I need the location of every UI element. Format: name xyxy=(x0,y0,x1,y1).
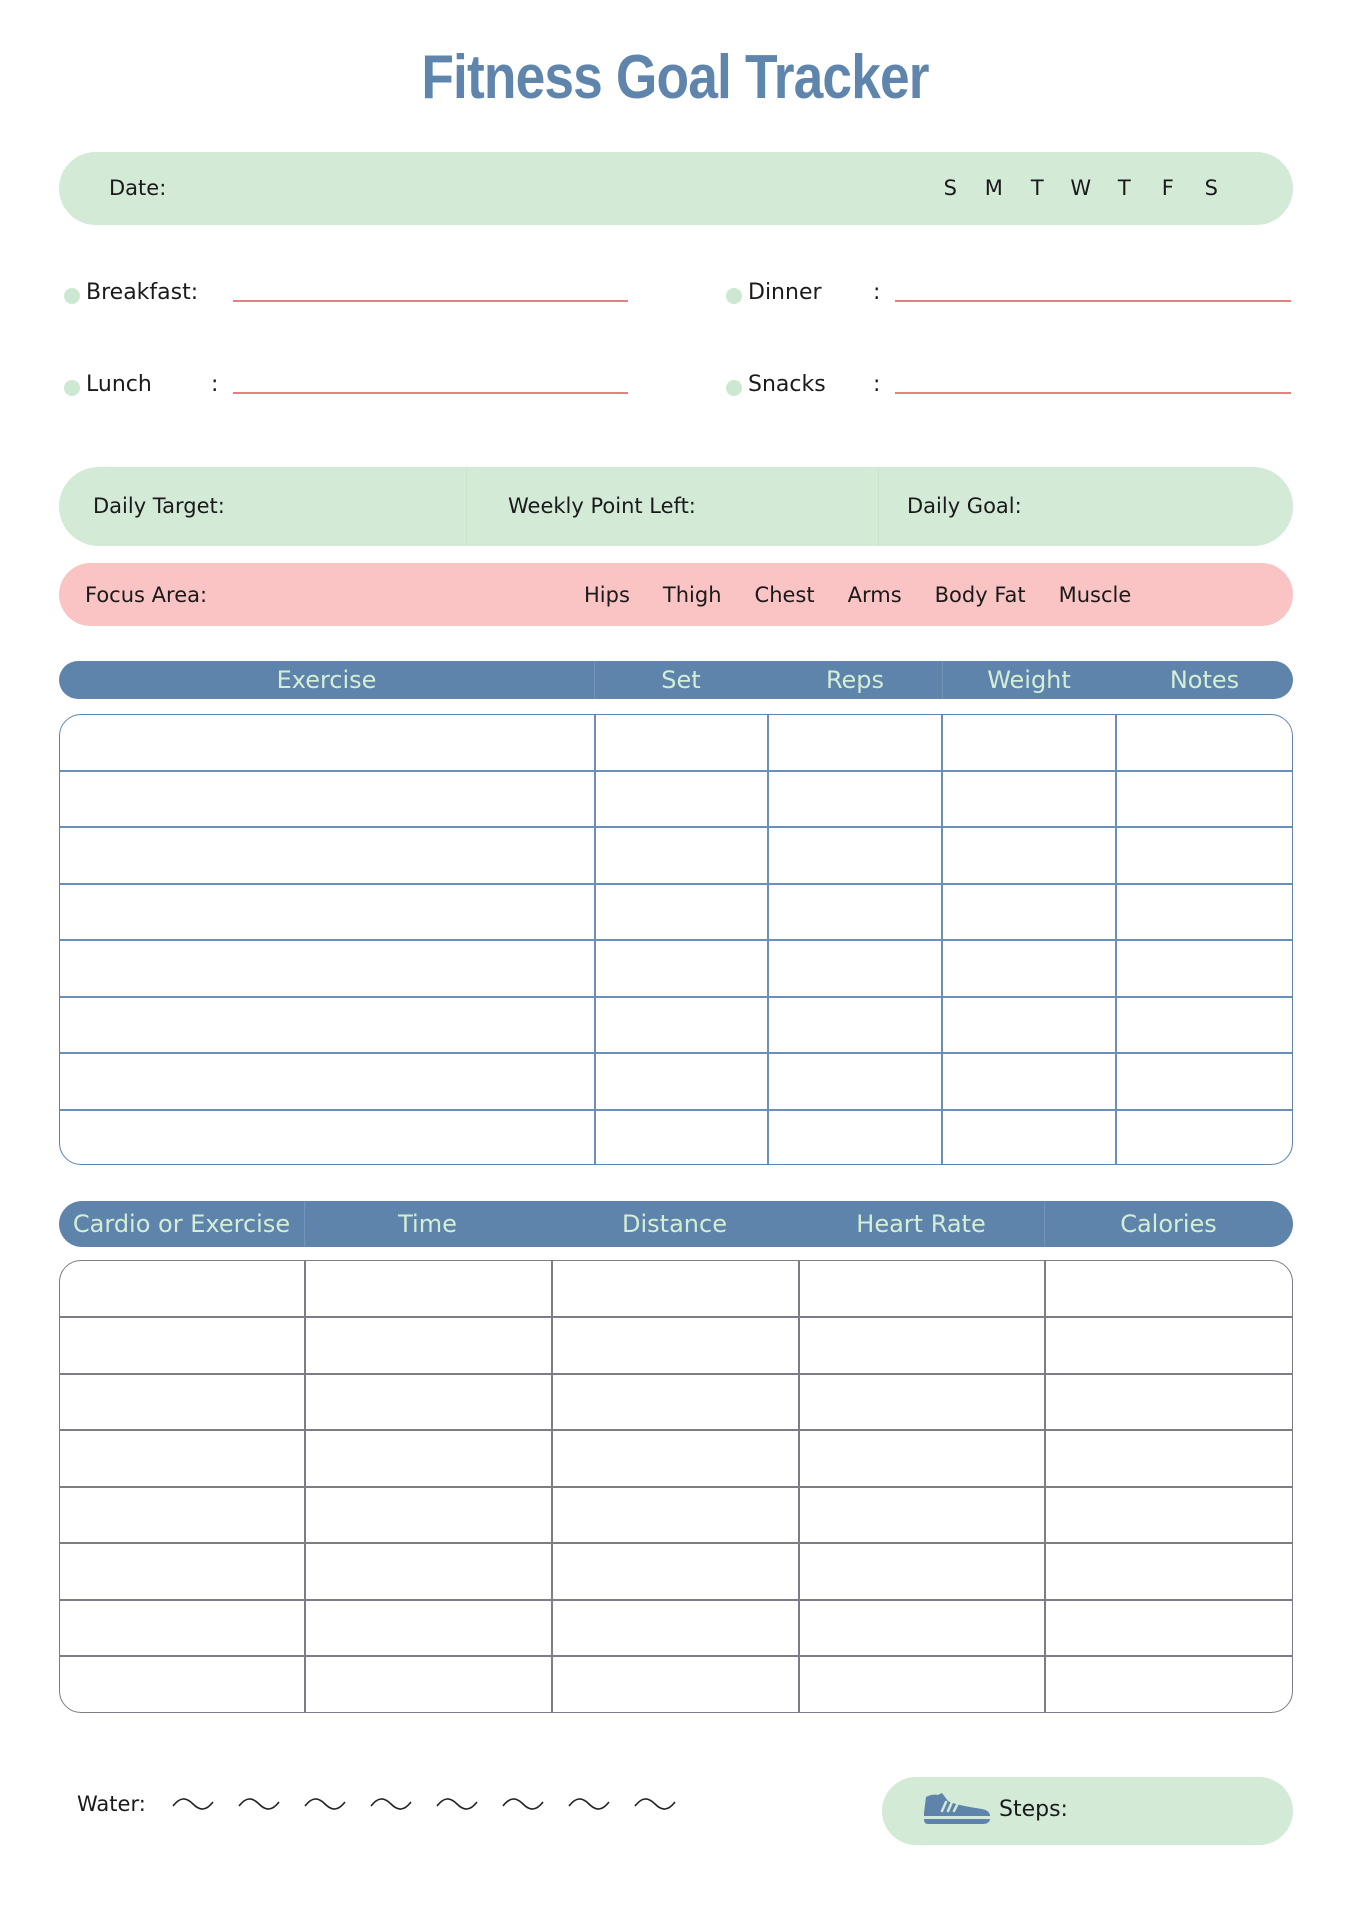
focus-options xyxy=(584,583,1131,607)
divider xyxy=(466,467,467,546)
dinner-colon: : xyxy=(873,280,881,305)
row-divider xyxy=(60,1486,1292,1488)
wave-icon[interactable] xyxy=(236,1794,282,1814)
water-tracker xyxy=(77,1792,698,1816)
meal-breakfast xyxy=(64,280,634,310)
daily-goal-label: Daily Goal: xyxy=(907,494,1022,518)
col-distance: Distance xyxy=(622,1210,727,1238)
dinner-label: Dinner xyxy=(748,280,822,305)
wave-icon[interactable] xyxy=(170,1794,216,1814)
day-sunday[interactable]: S xyxy=(943,176,957,200)
row-divider xyxy=(60,1429,1292,1431)
water-label: Water: xyxy=(77,1792,146,1816)
snacks-label: Snacks xyxy=(748,372,826,397)
steps-label: Steps: xyxy=(999,1797,1068,1822)
shoe-icon xyxy=(920,1791,992,1827)
row-divider xyxy=(60,1109,1292,1111)
bullet-icon xyxy=(726,288,742,304)
row-divider xyxy=(60,939,1292,941)
meal-dinner xyxy=(726,280,1296,310)
row-divider xyxy=(60,1052,1292,1054)
breakfast-label: Breakfast: xyxy=(86,280,199,305)
wave-icon[interactable] xyxy=(302,1794,348,1814)
wave-icon[interactable] xyxy=(368,1794,414,1814)
col-weight: Weight xyxy=(987,666,1071,694)
row-divider xyxy=(60,826,1292,828)
steps-bar xyxy=(882,1777,1293,1845)
breakfast-input-line[interactable] xyxy=(233,300,628,302)
meal-snacks xyxy=(726,372,1296,402)
row-divider xyxy=(60,770,1292,772)
weekly-point-left-label: Weekly Point Left: xyxy=(508,494,696,518)
divider xyxy=(878,467,879,546)
col-time: Time xyxy=(398,1210,457,1238)
focus-option-hips[interactable]: Hips xyxy=(584,583,630,607)
date-label: Date: xyxy=(109,176,167,200)
day-friday[interactable]: F xyxy=(1161,176,1174,200)
cardio-table-header xyxy=(59,1201,1293,1247)
day-saturday[interactable]: S xyxy=(1204,176,1218,200)
bullet-icon xyxy=(726,380,742,396)
cardio-table[interactable] xyxy=(59,1260,1293,1713)
row-divider xyxy=(60,1542,1292,1544)
wave-icon[interactable] xyxy=(632,1794,678,1814)
focus-option-body-fat[interactable]: Body Fat xyxy=(934,583,1026,607)
day-wednesday[interactable]: W xyxy=(1070,176,1092,200)
row-divider xyxy=(60,1316,1292,1318)
col-reps: Reps xyxy=(825,666,885,694)
row-divider xyxy=(60,1373,1292,1375)
day-monday[interactable]: M xyxy=(984,176,1003,200)
col-notes: Notes xyxy=(1169,666,1240,694)
exercise-table[interactable] xyxy=(59,714,1293,1165)
dinner-input-line[interactable] xyxy=(895,300,1291,302)
focus-option-chest[interactable]: Chest xyxy=(754,583,815,607)
lunch-label: Lunch xyxy=(86,372,152,397)
snacks-colon: : xyxy=(873,372,881,397)
focus-option-arms[interactable]: Arms xyxy=(847,583,902,607)
wave-icon[interactable] xyxy=(434,1794,480,1814)
bullet-icon xyxy=(64,380,80,396)
day-tuesday[interactable]: T xyxy=(1030,176,1044,200)
row-divider xyxy=(60,996,1292,998)
focus-area-label: Focus Area: xyxy=(85,583,208,607)
page-title: Fitness Goal Tracker xyxy=(421,43,929,112)
focus-option-muscle[interactable]: Muscle xyxy=(1058,583,1132,607)
col-cardio-or-exercise: Cardio or Exercise xyxy=(72,1210,291,1238)
exercise-table-header xyxy=(59,661,1293,699)
wave-icon[interactable] xyxy=(566,1794,612,1814)
focus-option-thigh[interactable]: Thigh xyxy=(662,583,722,607)
date-bar xyxy=(59,152,1293,225)
lunch-input-line[interactable] xyxy=(233,392,628,394)
wave-icon[interactable] xyxy=(500,1794,546,1814)
snacks-input-line[interactable] xyxy=(895,392,1291,394)
bullet-icon xyxy=(64,288,80,304)
row-divider xyxy=(60,1599,1292,1601)
col-set: Set xyxy=(661,666,701,694)
day-thursday[interactable]: T xyxy=(1117,176,1131,200)
meal-lunch xyxy=(64,372,634,402)
focus-area-bar xyxy=(59,563,1293,626)
col-heart-rate: Heart Rate xyxy=(856,1210,986,1238)
lunch-colon: : xyxy=(211,372,219,397)
daily-target-label: Daily Target: xyxy=(93,494,225,518)
row-divider xyxy=(60,883,1292,885)
col-exercise: Exercise xyxy=(276,666,377,694)
row-divider xyxy=(60,1655,1292,1657)
weekday-selector xyxy=(929,176,1234,200)
col-calories: Calories xyxy=(1120,1210,1217,1238)
targets-bar xyxy=(59,467,1293,546)
